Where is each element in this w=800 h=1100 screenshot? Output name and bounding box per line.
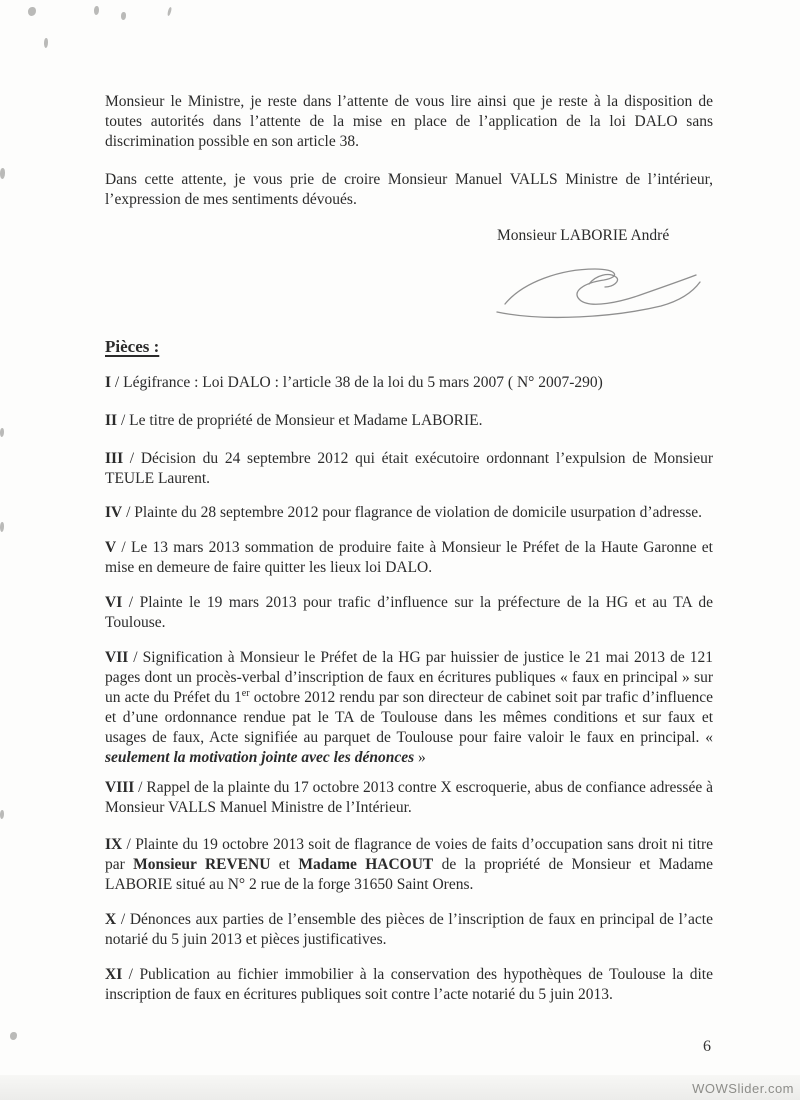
item-separator: / — [116, 911, 130, 928]
scan-speck — [0, 428, 4, 437]
scan-speck — [0, 522, 4, 532]
item-numeral: VII — [105, 649, 129, 666]
item-text: Publication au fichier immobilier à la conservation des hypothèques de Toulouse la dite inscription de faux en écritures publiques soit contre l’acte notarié du 5 juin 2013. — [105, 966, 713, 1003]
item-text: Le titre de propriété de Monsieur et Madame LABORIE. — [129, 412, 483, 429]
item-numeral: IX — [105, 836, 123, 853]
scan-speck — [0, 168, 5, 179]
page-number: 6 — [703, 1038, 711, 1055]
item-numeral: III — [105, 450, 124, 467]
item-text: Rappel de la plainte du 17 octobre 2013 contre X escroquerie, abus de confiance adressée à Monsieur VALLS Manuel Ministre de l’Intérieur. — [105, 779, 713, 816]
item-text: » — [414, 749, 426, 766]
item-separator: / — [128, 649, 143, 666]
watermark: WOWSlider.com — [692, 1081, 794, 1096]
item-text: octobre 2012 rendu par son directeur de cabinet soit par trafic d’influence et d’une ordonnance rendue pat le TA de Toulouse dans les mêmes conditions et sur faux et usages de faux, Acte signifiée au parquet de Toulouse pour faire valoir le faux en principal. « — [105, 689, 713, 746]
valediction-paragraph: Dans cette attente, je vous prie de croire Monsieur Manuel VALLS Ministre de l’intérieur, l’expression de mes sentiments dévoués. — [105, 171, 713, 208]
piece-item-9 — [105, 835, 713, 895]
piece-item-10 — [105, 910, 713, 950]
piece-item-8 — [105, 778, 713, 818]
item-text: Légifrance : Loi DALO : l’article 38 de la loi du 5 mars 2007 ( N° 2007-290) — [123, 374, 603, 391]
item-separator: / — [122, 594, 140, 611]
item-separator: / — [111, 374, 124, 391]
item-separator: / — [134, 779, 147, 796]
scan-speck — [167, 7, 172, 16]
item-separator: / — [117, 412, 130, 429]
ordinal-superscript: er — [241, 687, 250, 699]
piece-item-11 — [105, 965, 713, 1005]
item-separator: / — [122, 966, 140, 983]
item-text: Le 13 mars 2013 sommation de produire faite à Monsieur le Préfet de la Haute Garonne et mise en demeure de faire quitter les lieux loi DALO. — [105, 539, 713, 576]
quoted-emphasis: seulement la motivation jointe avec les dénonces — [105, 749, 415, 766]
item-numeral: XI — [105, 966, 123, 983]
item-numeral: I — [105, 374, 112, 391]
item-text: Plainte du 19 octobre 2013 soit de flagrance de voies de faits d’occupation sans droit ni titre par — [105, 836, 714, 873]
item-numeral: VIII — [105, 779, 135, 796]
party-name-revenu: Monsieur REVENU — [133, 856, 271, 873]
item-numeral: II — [105, 412, 118, 429]
scan-speck — [0, 810, 4, 819]
item-numeral: V — [105, 539, 117, 556]
item-text: Dénonces aux parties de l’ensemble des pièces de l’inscription de faux en principal de l’acte notarié du 5 juin 2013 et pièces justificatives. — [105, 911, 713, 948]
item-text: et — [270, 856, 299, 873]
piece-item-4 — [105, 503, 713, 523]
item-numeral: VI — [105, 594, 123, 611]
item-separator: / — [116, 539, 131, 556]
signature-scribble-icon — [493, 254, 708, 320]
piece-item-6 — [105, 593, 713, 633]
closing-paragraph: Monsieur le Ministre, je reste dans l’attente de vous lire ainsi que je reste à la disposition de toutes autorités dans l’attente de la mise en place de l’application de la loi DALO sans discrimination possible en son article 38. — [105, 93, 713, 150]
scan-speck — [94, 6, 99, 15]
signatory-name: Monsieur LABORIE André — [497, 227, 670, 244]
piece-item-3 — [105, 449, 713, 489]
pieces-heading: Pièces : — [105, 337, 160, 356]
scan-speck — [121, 12, 126, 20]
letter-body — [105, 92, 713, 1020]
piece-item-1 — [105, 373, 713, 393]
party-name-hacout: Madame HACOUT — [298, 856, 434, 873]
scan-speck — [10, 1032, 17, 1040]
item-numeral: X — [105, 911, 117, 928]
piece-item-2 — [105, 411, 713, 431]
handwritten-signature — [493, 254, 713, 320]
piece-item-7 — [105, 648, 713, 768]
item-separator: / — [123, 450, 141, 467]
piece-item-5 — [105, 538, 713, 578]
item-separator: / — [122, 504, 135, 521]
scan-bottom-strip — [0, 1075, 800, 1100]
item-text: de la propriété de Monsieur et Madame LABORIE situé au N° 2 rue de la forge 31650 Saint Orens. — [105, 856, 714, 893]
item-text: Décision du 24 septembre 2012 qui était exécutoire ordonnant l’expulsion de Monsieur TEULE Laurent. — [105, 450, 714, 487]
item-separator: / — [122, 836, 136, 853]
item-numeral: IV — [105, 504, 123, 521]
scan-speck — [44, 38, 48, 48]
item-text: Plainte du 28 septembre 2012 pour flagrance de violation de domicile usurpation d’adresse. — [134, 504, 703, 521]
item-text: Plainte le 19 mars 2013 pour trafic d’influence sur la préfecture de la HG et au TA de Toulouse. — [105, 594, 714, 631]
item-text: Signification à Monsieur le Préfet de la HG par huissier de justice le 21 mai 2013 de 121 pages dont un procès-verbal d’inscription de faux en écritures publiques « faux en principal » sur un acte du Préfet du 1 — [105, 649, 713, 706]
scan-speck — [28, 7, 36, 16]
